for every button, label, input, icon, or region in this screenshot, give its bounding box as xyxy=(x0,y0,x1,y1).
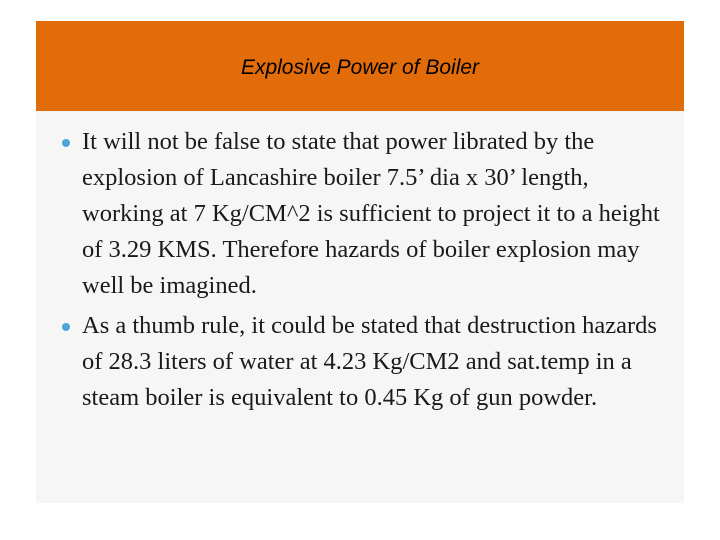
slide-title: Explosive Power of Boiler xyxy=(240,56,480,79)
bullet-text: It will not be false to state that power librated by the explosion of Lancashire boiler 7.5’ dia x 30’ length, working at 7 Kg/CM^2 is sufficient to project it to a height of 3.29 KMS. Therefore hazards of boiler explosion may well be imagined. xyxy=(82,128,660,299)
bullet-item xyxy=(60,308,670,416)
bullet-icon xyxy=(62,139,70,147)
bullet-list xyxy=(60,124,670,420)
bullet-item xyxy=(60,124,670,304)
bullet-icon xyxy=(62,323,70,331)
slide xyxy=(36,21,684,503)
bullet-text: As a thumb rule, it could be stated that destruction hazards of 28.3 liters of water at 4.23 Kg/CM2 and sat.temp in a steam boiler is equivalent to 0.45 Kg of gun powder. xyxy=(82,312,657,411)
title-bar xyxy=(36,21,684,111)
